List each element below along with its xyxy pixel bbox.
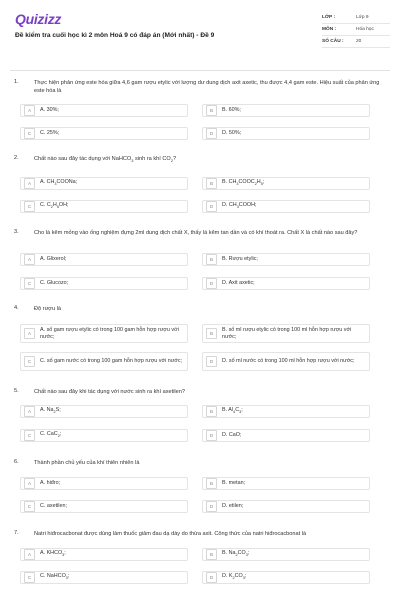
question-7 (14, 530, 390, 537)
answer-option-a[interactable] (20, 104, 188, 117)
option-letter-box: B (206, 406, 217, 417)
question-4 (14, 305, 390, 312)
option-text: A. $KHCO_3$; (40, 550, 66, 558)
option-letter-box: A (24, 549, 35, 560)
answer-option-c[interactable] (20, 571, 188, 584)
option-text: A. số gam rượu etylic có trong 100 gam hỗn hợp rượu với nước; (40, 326, 179, 340)
option-letter-box: D (206, 572, 217, 583)
question-number: 7. (14, 530, 19, 536)
option-text: B. Rượu etylic; (222, 256, 258, 263)
option-text: D. etilen; (222, 503, 244, 510)
option-text: B. metan; (222, 480, 246, 487)
option-text: A. Glixerol; (40, 256, 67, 263)
option-letter-box: A (24, 406, 35, 417)
option-text: C. $C_2H_5OH$; (40, 202, 69, 210)
question-text: Chất nào sau đây tác dụng với NaHCO$_3$ sinh ra khí $CO_2$? (34, 156, 177, 164)
answer-option-c[interactable] (20, 127, 188, 140)
header-divider (10, 70, 390, 71)
meta-label: LỚP : (322, 15, 336, 20)
option-text: D. CaO; (222, 432, 242, 439)
option-letter-box: B (206, 478, 217, 489)
answer-option-d[interactable] (202, 277, 370, 290)
option-text: C. Glucozo; (40, 280, 69, 287)
answer-option-a[interactable] (20, 477, 188, 490)
option-text: C. axetilen; (40, 503, 67, 510)
option-text: C. CaC$_2$; (40, 431, 62, 439)
answer-option-a[interactable] (20, 405, 188, 418)
meta-label: MÔN : (322, 27, 337, 32)
question-text: Độ rượu là (34, 306, 61, 312)
option-text: A. $Na_2S$; (40, 407, 61, 415)
option-text: A. hiđro; (40, 480, 61, 487)
answer-option-d[interactable] (202, 500, 370, 513)
option-letter-box: C (24, 501, 35, 512)
option-letter-box: C (24, 201, 35, 212)
answer-option-a[interactable] (20, 177, 188, 190)
meta-value: Lớp 9 (356, 15, 369, 20)
meta-value: 20 (356, 39, 362, 44)
answer-option-b[interactable] (202, 253, 370, 266)
option-text: A. $CH_3COONa$; (40, 179, 78, 187)
answer-option-b[interactable] (202, 324, 370, 343)
page-title: Đề kiểm tra cuối học kì 2 môn Hoá 9 có đáp án (Mới nhất) - Đề 9 (15, 32, 215, 39)
option-text: C. 25%; (40, 130, 60, 137)
option-letter-box: D (206, 430, 217, 441)
option-text: B. $Na_2CO_3$; (222, 550, 250, 558)
question-text: Chất nào sau đây khi tác dụng với nước sinh ra khí axetilen? (34, 389, 186, 395)
question-text: Thực hiện phản ứng este hóa giữa 4,6 gam rượu etylic với lượng dư dung dịch axit axetic, thu được 4,4 gam este. Hiệu suất của phản ứng este hóa là (34, 80, 380, 95)
answer-option-b[interactable] (202, 405, 370, 418)
option-letter-box: B (206, 105, 217, 116)
option-letter-box: A (24, 254, 35, 265)
option-letter-box: D (206, 356, 217, 367)
option-letter-box: C (24, 572, 35, 583)
answer-option-b[interactable] (202, 477, 370, 490)
answer-option-b[interactable] (202, 104, 370, 117)
option-text: B. $CH_3COOC_2H_5$; (222, 179, 265, 187)
option-letter-box: C (24, 356, 35, 367)
question-2 (14, 155, 390, 164)
answer-option-a[interactable] (20, 253, 188, 266)
option-text: C. NaHCO$_3$; (40, 573, 70, 581)
option-text: B. 60%; (222, 107, 241, 114)
question-number: 4. (14, 305, 19, 311)
option-text: A. 30%; (40, 107, 59, 114)
answer-option-c[interactable] (20, 277, 188, 290)
answer-option-b[interactable] (202, 177, 370, 190)
question-text: Thành phần chủ yếu của khí thiên nhiên là (34, 460, 140, 466)
question-number: 2. (14, 155, 19, 161)
answer-option-d[interactable] (202, 127, 370, 140)
question-number: 3. (14, 229, 19, 235)
question-number: 5. (14, 388, 19, 394)
question-number: 6. (14, 459, 19, 465)
answer-option-c[interactable] (20, 200, 188, 213)
option-text: D. số ml nước có trong 100 ml hỗn hợp rượu với nước; (222, 358, 355, 365)
option-letter-box: A (24, 105, 35, 116)
answer-option-c[interactable] (20, 352, 188, 371)
question-text: Cho lá kẽm mỏng vào ống nghiệm đựng 2ml dung dịch chất X, thấy lá kẽm tan dần và có khí thoát ra. Chất X là chất nào sau đây? (34, 230, 358, 236)
answer-option-a[interactable] (20, 548, 188, 561)
option-letter-box: C (24, 430, 35, 441)
answer-option-a[interactable] (20, 324, 188, 343)
option-letter-box: B (206, 549, 217, 560)
meta-label: SỐ CÂU : (322, 39, 344, 44)
option-letter-box: A (24, 478, 35, 489)
question-number: 1. (14, 79, 19, 85)
option-letter-box: B (206, 254, 217, 265)
option-letter-box: A (24, 328, 35, 339)
option-text: B. $Al_4C_3$; (222, 407, 243, 415)
option-letter-box: D (206, 128, 217, 139)
option-text: B. số ml rượu etylic có trong 100 ml hỗn hợp rượu với nước; (222, 326, 352, 340)
option-letter-box: D (206, 501, 217, 512)
question-6 (14, 459, 390, 466)
meta-value: Hóa học (356, 27, 374, 32)
option-letter-box: C (24, 278, 35, 289)
meta-info (322, 12, 390, 48)
question-5 (14, 388, 390, 395)
answer-option-c[interactable] (20, 429, 188, 442)
option-text: D. $CH_3COOH$; (222, 202, 257, 210)
question-text: Natri hiđrocacbonat được dùng làm thuốc giảm đau dạ dày do thừa axit. Công thức của natri hiđrocacbonat là (34, 531, 307, 537)
answer-option-d[interactable] (202, 352, 370, 371)
meta-row-grade (322, 12, 390, 24)
option-letter-box: D (206, 201, 217, 212)
meta-row-question-count (322, 36, 390, 48)
option-text: C. số gam nước có trong 100 gam hỗn hợp rượu với nước; (40, 358, 183, 365)
answer-option-b[interactable] (202, 548, 370, 561)
answer-option-d[interactable] (202, 571, 370, 584)
option-letter-box: B (206, 178, 217, 189)
option-letter-box: B (206, 328, 217, 339)
answer-option-c[interactable] (20, 500, 188, 513)
answer-option-d[interactable] (202, 429, 370, 442)
option-text: D. Axit axetic; (222, 280, 255, 287)
option-text: D. $K_2CO_3$; (222, 573, 247, 581)
quizizz-logo: Quizizz (15, 11, 62, 27)
option-text: D. 50%; (222, 130, 242, 137)
answer-option-d[interactable] (202, 200, 370, 213)
option-letter-box: D (206, 278, 217, 289)
question-1 (14, 79, 390, 95)
option-letter-box: C (24, 128, 35, 139)
meta-row-subject (322, 24, 390, 36)
option-letter-box: A (24, 178, 35, 189)
question-3 (14, 229, 390, 236)
